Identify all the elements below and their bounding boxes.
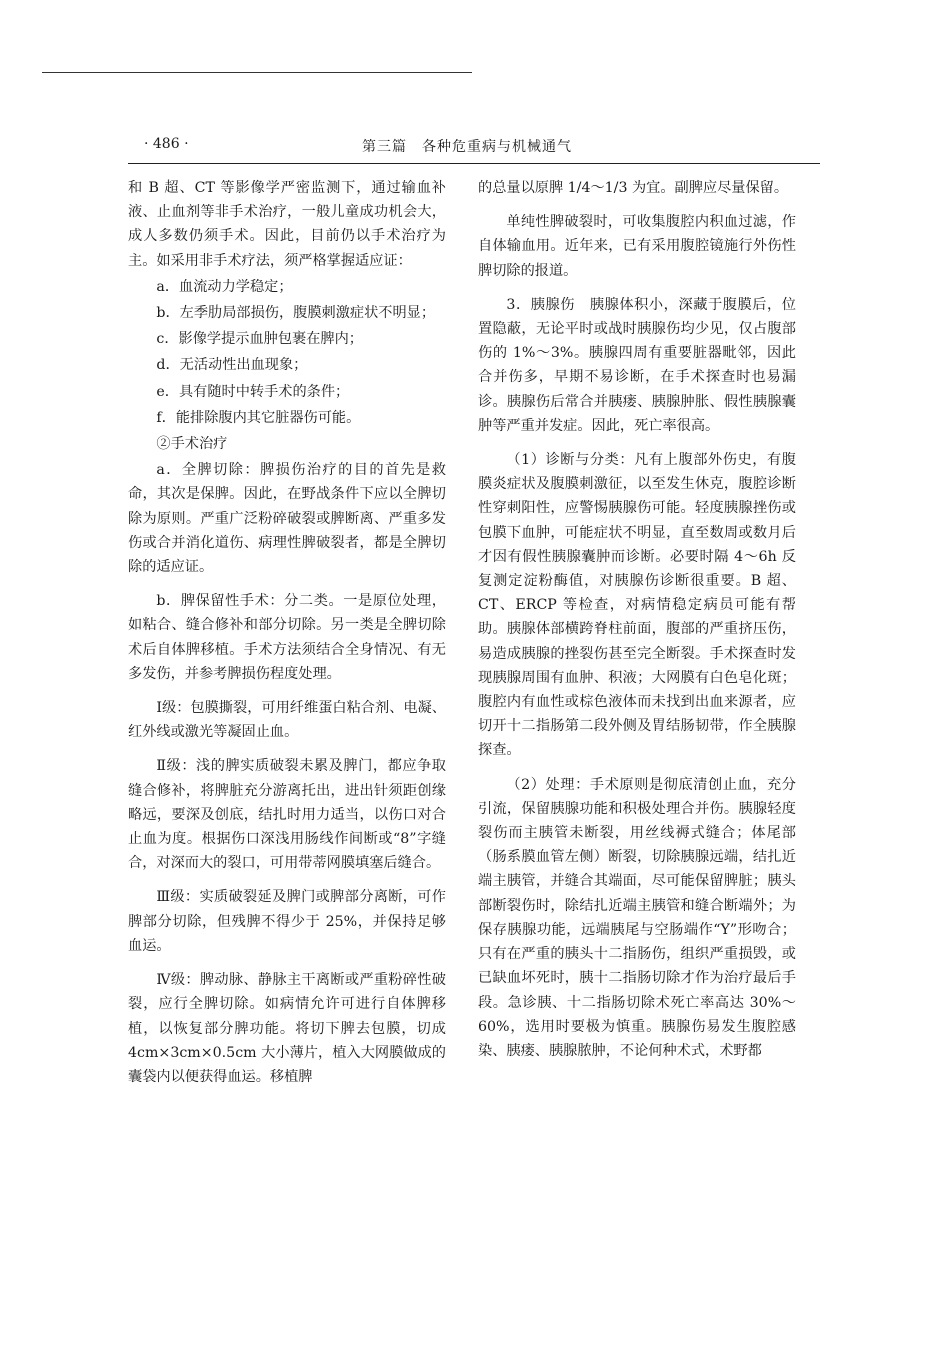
chapter-title: 第三篇 各种危重病与机械通气 [362, 139, 572, 155]
page-number: · 486 · [144, 136, 189, 152]
criterion-e: e．具有随时中转手术的条件； [156, 383, 350, 400]
paragraph-treatment: （2）处理：手术原则是彻底清创止血，充分引流，保留胰腺功能和积极处理合并伤。胰腺轻度裂伤而主胰管未断裂，用丝线褥式缝合；体尾部（肠系膜血管左侧）断裂，切除胰腺远端，结扎近端主胰管，并缝合其端面，尽可能保留脾脏；胰头部断裂伤时，除结扎近端主胰管和缝合断端外；为保存胰腺功能，远端胰尾与空肠端作“Y”形吻合；只有在严重的胰头十二指肠伤，组织严重损毁，或已缺血坏死时，胰十二指肠切除才作为治疗最后手段。急诊胰、十二指肠切除术死亡率高达 30%～60%，选用时要极为慎重。胰腺伤易发生腹腔感染、胰瘘、胰腺脓肿，不论何种术式，术野都 [478, 776, 796, 1059]
paragraph: 的总量以原脾 1/4～1/3 为宜。副脾应尽量保留。 [478, 180, 789, 196]
header-rule [128, 163, 820, 164]
criterion-a: a．血流动力学稳定； [156, 278, 293, 295]
paragraph: 单纯性脾破裂时，可收集腹腔内积血过滤，作自体输血用。近年来，已有采用腹腔镜施行外伤性脾切除的报道。 [478, 214, 796, 279]
criterion-f: f．能排除腹内其它脏器伤可能。 [156, 409, 361, 426]
paragraph-diagnosis: （1）诊断与分类：凡有上腹部外伤史，有腹膜炎症状及腹膜刺激征，以至发生休克，腹腔诊断性穿刺阳性，应警惕胰腺伤可能。轻度胰腺挫伤或包膜下血肿，可能症状不明显，直至数周或数月后才因有假性胰腺囊肿而诊断。必要时隔 4～6h 反复测定淀粉酶值，对胰腺伤诊断很重要。B 超、CT、ERCP 等检查，对病情稳定病员可能有帮助。胰腺体部横跨脊柱前面，腹部的严重挤压伤，易造成胰腺的挫裂伤甚至完全断裂。手术探查时发现胰腺周围有血肿、积液；大网膜有白色皂化斑；腹腔内有血性或棕色液体而未找到出血来源者，应切开十二指肠第二段外侧及胃结肠韧带，作全胰腺探查。 [478, 452, 796, 759]
grade-1: Ⅰ级：包膜撕裂，可用纤维蛋白粘合剂、电凝、红外线或激光等凝固止血。 [128, 700, 446, 741]
right-column [478, 176, 796, 1065]
paragraph: b．脾保留性手术：分二类。一是原位处理，如粘合、缝合修补和部分切除。另一类是全脾切除术后自体脾移植。手术方法须结合全身情况、有无多发伤，并参考脾损伤程度处理。 [128, 593, 446, 682]
criterion-c: c．影像学提示血肿包裹在脾内； [156, 331, 363, 348]
paragraph: a．全脾切除：脾损伤治疗的目的首先是救命，其次是保脾。因此，在野战条件下应以全脾切除为原则。严重广泛粉碎破裂或脾断离、严重多发伤或合并消化道伤、病理性脾破裂者，都是全脾切除的适应证。 [128, 462, 446, 576]
top-rule [42, 72, 472, 73]
section-pancreas: 3．胰腺伤 胰腺体积小，深藏于腹膜后，位置隐蔽，无论平时或战时胰腺伤均少见，仅占腹部伤的 1%～3%。胰腺四周有重要脏器毗邻，因此合并伤多，早期不易诊断，在手术探查时也易漏诊。胰腺伤后常合并胰瘘、胰腺肿胀、假性胰腺囊肿等严重并发症。因此，死亡率很高。 [478, 296, 796, 434]
grade-3: Ⅲ级：实质破裂延及脾门或脾部分离断，可作脾部分切除，但残脾不得少于 25%，并保持足够血运。 [128, 889, 446, 954]
grade-2: Ⅱ级：浅的脾实质破裂未累及脾门，都应争取缝合修补，将脾脏充分游离托出，进出针须距创缘略远，要深及创底，结扎时用力适当，以伤口对合止血为度。根据伤口深浅用肠线作间断或“8”字缝合，对深而大的裂口，可用带蒂网膜填塞后缝合。 [128, 758, 446, 872]
grade-4: Ⅳ级：脾动脉、静脉主干离断或严重粉碎性破裂，应行全脾切除。如病情允许可进行自体脾移植，以恢复部分脾功能。将切下脾去包膜，切成 4cm×3cm×0.5cm 大小薄片，植入大网膜做成的囊袋内以便获得血运。移植脾 [128, 972, 446, 1085]
criterion-d: d．无活动性出血现象； [156, 357, 308, 374]
criterion-b: b．左季肋局部损伤，腹膜刺激症状不明显； [156, 305, 436, 322]
left-column [128, 176, 446, 1091]
page-header [128, 136, 820, 160]
section-heading: ②手术治疗 [156, 436, 228, 453]
paragraph: 和 B 超、CT 等影像学严密监测下，通过输血补液、止血剂等非手术治疗，一般儿童成功机会大，成人多数仍须手术。因此，目前仍以手术治疗为主。如采用非手术疗法，须严格掌握适应证： [128, 180, 446, 269]
